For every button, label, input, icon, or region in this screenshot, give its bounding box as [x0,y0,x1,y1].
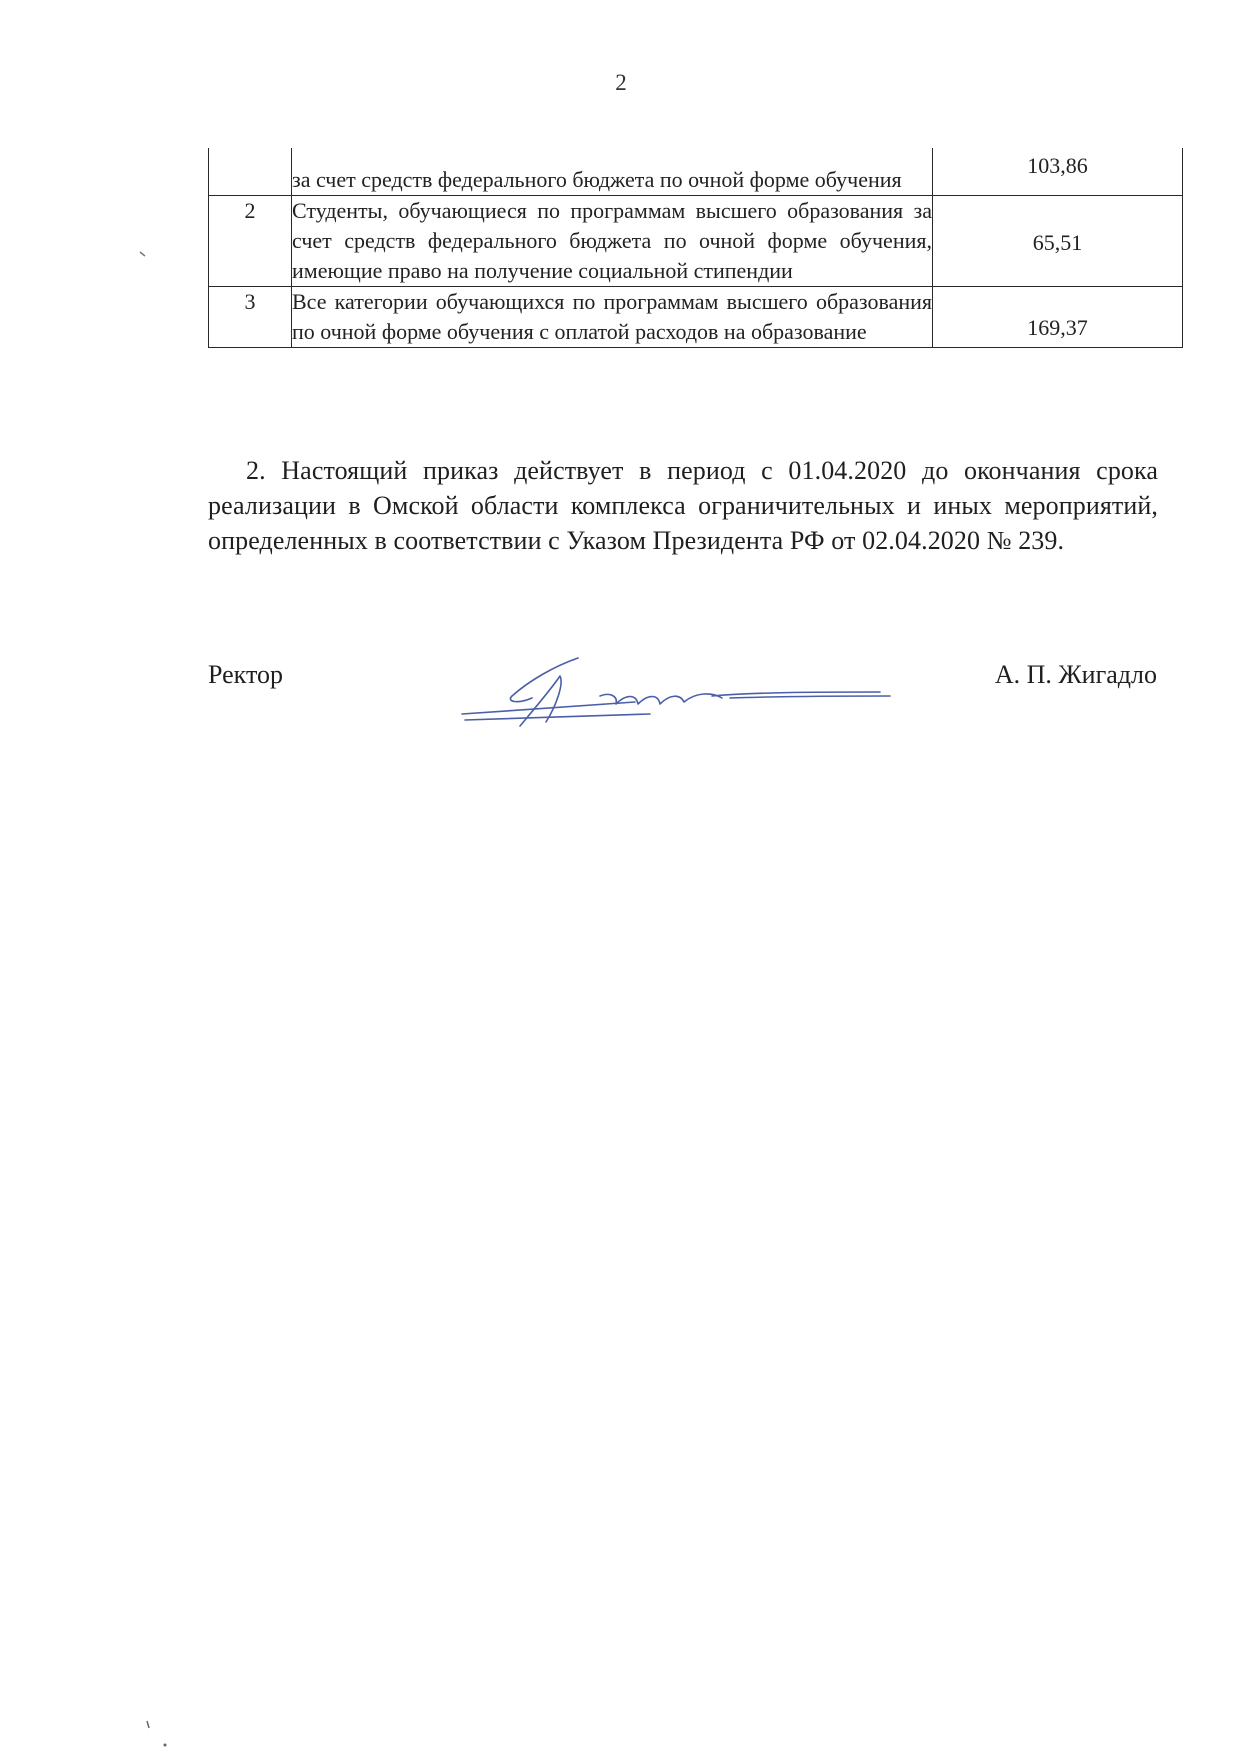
row-category-text: Все категории обучающихся по программам высшего образования по очной форме обучения с оплатой расходов на образование [292,287,933,348]
page-number: 2 [615,70,627,95]
stipend-table [208,148,1183,348]
row-amount: 169,37 [933,287,1183,348]
row-number: 3 [209,287,292,348]
table-row [209,148,1183,196]
row-amount: 65,51 [933,196,1183,287]
row-amount: 103,86 [933,148,1183,196]
row-category-text: за счет средств федерального бюджета по очной форме обучения [292,148,933,196]
row-number: 2 [209,196,292,287]
signatory-title: Ректор [208,660,283,689]
handwritten-signature [460,648,960,728]
validity-paragraph: 2. Настоящий приказ действует в период с 01.04.2020 до окончания срока реализации в Омской области комплекса ограничительных и иных мероприятий, определенных в соответствии с Указом Президента РФ от 02.04.2020 № 239. [208,456,1158,555]
table-row [209,287,1183,348]
signatory-name: А. П. Жигадло [994,660,1157,689]
row-category-text: Студенты, обучающиеся по программам высшего образования за счет средств федерального бюджета по очной форме обучения, имеющие право на получение социальной стипендии [292,196,933,287]
row-number [209,148,292,196]
table-row [209,196,1183,287]
